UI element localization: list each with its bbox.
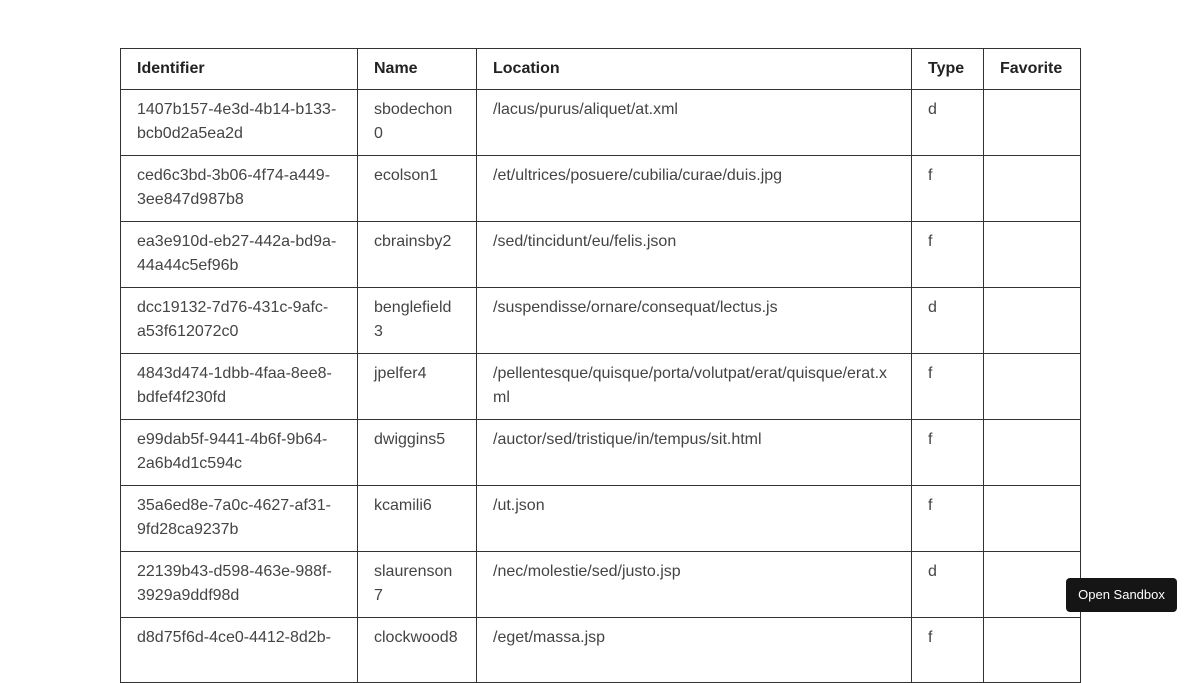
cell-identifier: ea3e910d-eb27-442a-bd9a-44a44c5ef96b — [121, 222, 358, 288]
cell-favorite[interactable] — [984, 156, 1081, 222]
cell-favorite[interactable] — [984, 90, 1081, 156]
cell-type: d — [912, 90, 984, 156]
table-row — [121, 90, 1081, 156]
table-row — [121, 156, 1081, 222]
cell-name: slaurenson7 — [358, 552, 477, 618]
cell-name: benglefield3 — [358, 288, 477, 354]
cell-name: sbodechon0 — [358, 90, 477, 156]
cell-favorite[interactable] — [984, 288, 1081, 354]
column-header-identifier: Identifier — [121, 49, 358, 90]
open-sandbox-button[interactable]: Open Sandbox — [1066, 578, 1177, 612]
cell-identifier: 1407b157-4e3d-4b14-b133-bcb0d2a5ea2d — [121, 90, 358, 156]
cell-location: /auctor/sed/tristique/in/tempus/sit.html — [477, 420, 912, 486]
table-row — [121, 552, 1081, 618]
cell-identifier: dcc19132-7d76-431c-9afc-a53f612072c0 — [121, 288, 358, 354]
cell-location: /lacus/purus/aliquet/at.xml — [477, 90, 912, 156]
cell-type: f — [912, 156, 984, 222]
cell-location: /ut.json — [477, 486, 912, 552]
cell-type: f — [912, 618, 984, 683]
cell-name: ecolson1 — [358, 156, 477, 222]
cell-location: /et/ultrices/posuere/cubilia/curae/duis.jpg — [477, 156, 912, 222]
column-header-location: Location — [477, 49, 912, 90]
table-row — [121, 486, 1081, 552]
cell-identifier: e99dab5f-9441-4b6f-9b64-2a6b4d1c594c — [121, 420, 358, 486]
table-row — [121, 222, 1081, 288]
cell-favorite[interactable] — [984, 354, 1081, 420]
cell-type: f — [912, 486, 984, 552]
cell-location: /eget/massa.jsp — [477, 618, 912, 683]
table-body — [121, 90, 1081, 683]
cell-type: f — [912, 420, 984, 486]
files-table — [120, 48, 1081, 683]
cell-identifier: ced6c3bd-3b06-4f74-a449-3ee847d987b8 — [121, 156, 358, 222]
cell-name: jpelfer4 — [358, 354, 477, 420]
cell-name: dwiggins5 — [358, 420, 477, 486]
cell-favorite[interactable] — [984, 222, 1081, 288]
cell-type: f — [912, 222, 984, 288]
cell-name: kcamili6 — [358, 486, 477, 552]
cell-location: /sed/tincidunt/eu/felis.json — [477, 222, 912, 288]
column-header-favorite: Favorite — [984, 49, 1081, 90]
cell-identifier: 4843d474-1dbb-4faa-8ee8-bdfef4f230fd — [121, 354, 358, 420]
cell-location: /pellentesque/quisque/porta/volutpat/erat/quisque/erat.xml — [477, 354, 912, 420]
cell-location: /suspendisse/ornare/consequat/lectus.js — [477, 288, 912, 354]
cell-location: /nec/molestie/sed/justo.jsp — [477, 552, 912, 618]
cell-type: d — [912, 288, 984, 354]
column-header-name: Name — [358, 49, 477, 90]
cell-name: clockwood8 — [358, 618, 477, 683]
table-row — [121, 354, 1081, 420]
cell-favorite[interactable] — [984, 486, 1081, 552]
table-header — [121, 49, 1081, 90]
cell-identifier: d8d75f6d-4ce0-4412-8d2b- — [121, 618, 358, 683]
files-table-container — [120, 48, 1080, 683]
header-row — [121, 49, 1081, 90]
table-row — [121, 420, 1081, 486]
cell-type: f — [912, 354, 984, 420]
cell-identifier: 22139b43-d598-463e-988f-3929a9ddf98d — [121, 552, 358, 618]
column-header-type: Type — [912, 49, 984, 90]
table-row — [121, 288, 1081, 354]
cell-name: cbrainsby2 — [358, 222, 477, 288]
cell-identifier: 35a6ed8e-7a0c-4627-af31-9fd28ca9237b — [121, 486, 358, 552]
cell-favorite[interactable] — [984, 618, 1081, 683]
cell-type: d — [912, 552, 984, 618]
cell-favorite[interactable] — [984, 420, 1081, 486]
table-row — [121, 618, 1081, 683]
